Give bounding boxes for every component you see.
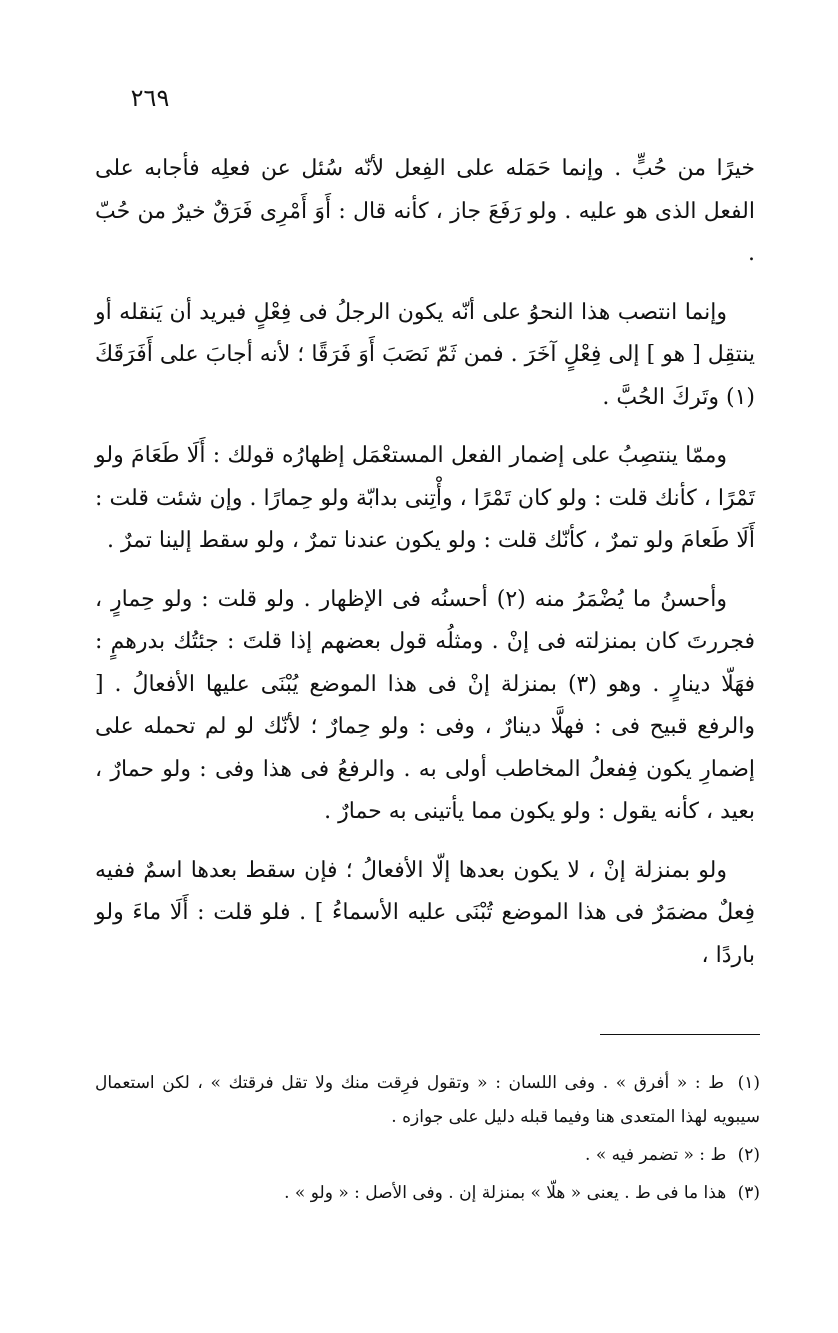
footnote [95, 1176, 760, 1210]
paragraph: وإنما انتصب هذا النحوُ على أنّه يكون الرجلُ فى فِعْلٍ فيريد أن يَنقله أو ينتقِل [ هو ] إلى فِعْلٍ آخَرَ . فمن ثَمّ نَصَبَ أَوَ فَرَقًا ؛ لأنه أجابَ على أَفَرَقَكَ (١) وتَركَ الحُبَّ . [95, 299, 755, 410]
footnote [95, 1066, 760, 1134]
footnote-text: ط : « تضمر فيه » . [585, 1145, 727, 1165]
paragraph: خيرًا من حُبٍّ . وإنما حَمَله على الفِعل لأنّه سُئل عن فعلِه فأجابه على الفعل الذى هو عليه . ولو رَفَعَ جاز ، كأنه قال : أَوَ أَمْرِى فَرَقٌ خيرٌ من حُبّ . [95, 156, 755, 266]
footnote-text: هذا ما فى ط . يعنى « هلّا » بمنزلة إن . وفى الأصل : « ولو » . [284, 1183, 727, 1203]
footnote-separator [600, 1034, 760, 1035]
footnotes [95, 1066, 760, 1214]
footnote [95, 1138, 760, 1172]
footnote-number: (١) [737, 1073, 760, 1093]
footnote-text: ط : « أفرق » . وفى اللسان : « وتقول فرِقت منك ولا تقل فرقتك » ، لكن استعمال سيبويه لهذا المتعدى هنا وفيما قبله دليل على جوازه . [95, 1073, 760, 1127]
footnote-number: (٣) [737, 1183, 760, 1203]
footnote-number: (٢) [737, 1145, 760, 1165]
main-text [95, 148, 755, 993]
paragraph: وممّا ينتصِبُ على إضمار الفعل المستعْمَل إظهارُه قولك : أَلَا طَعَامَ ولو تَمْرًا ، كأنك قلت : ولو كان تَمْرًا ، وأْتِنى بدابّة ولو حِمارًا . وإن شئت قلت : أَلَا طَعامَ ولو تمرٌ ، كأنّك قلت : ولو يكون عندنا تمرٌ ، ولو سقط إلينا تمرٌ . [95, 443, 755, 553]
paragraph: وأحسنُ ما يُضْمَرُ منه (٢) أحسنُه فى الإظهار . ولو قلت : ولو حِمارٍ ، فجررتَ كان بمنزلته فى إنْ . ومثلُه قول بعضهم إذا قلتَ : جئتُك بدرهمٍ : فهَلّا دينارٍ . وهو (٣) بمنزلة إنْ فى هذا الموضع يُبْنَى عليها الأفعالُ . [ والرفع قبيح فى : فهلَّا دينارٌ ، وفى : ولو حِمارٌ ؛ لأنّك لو لم تحمله على إضمارِ يكون فِفعلُ المخاطب أولى به . والرفعُ فى هذا وفى : ولو حمارٌ ، بعيد ، كأنه يقول : ولو يكون مما يأتينى به حمارٌ . [95, 586, 755, 824]
page-number: ٢٦٩ [130, 84, 170, 112]
paragraph: ولو بمنزلة إنْ ، لا يكون بعدها إلّا الأفعالُ ؛ فإن سقط بعدها اسمٌ ففيه فِعلٌ مضمَرٌ فى هذا الموضع تُبْنَى عليه الأسماءُ ] . فلو قلت : أَلَا ماءَ ولو باردًا ، [95, 857, 755, 968]
